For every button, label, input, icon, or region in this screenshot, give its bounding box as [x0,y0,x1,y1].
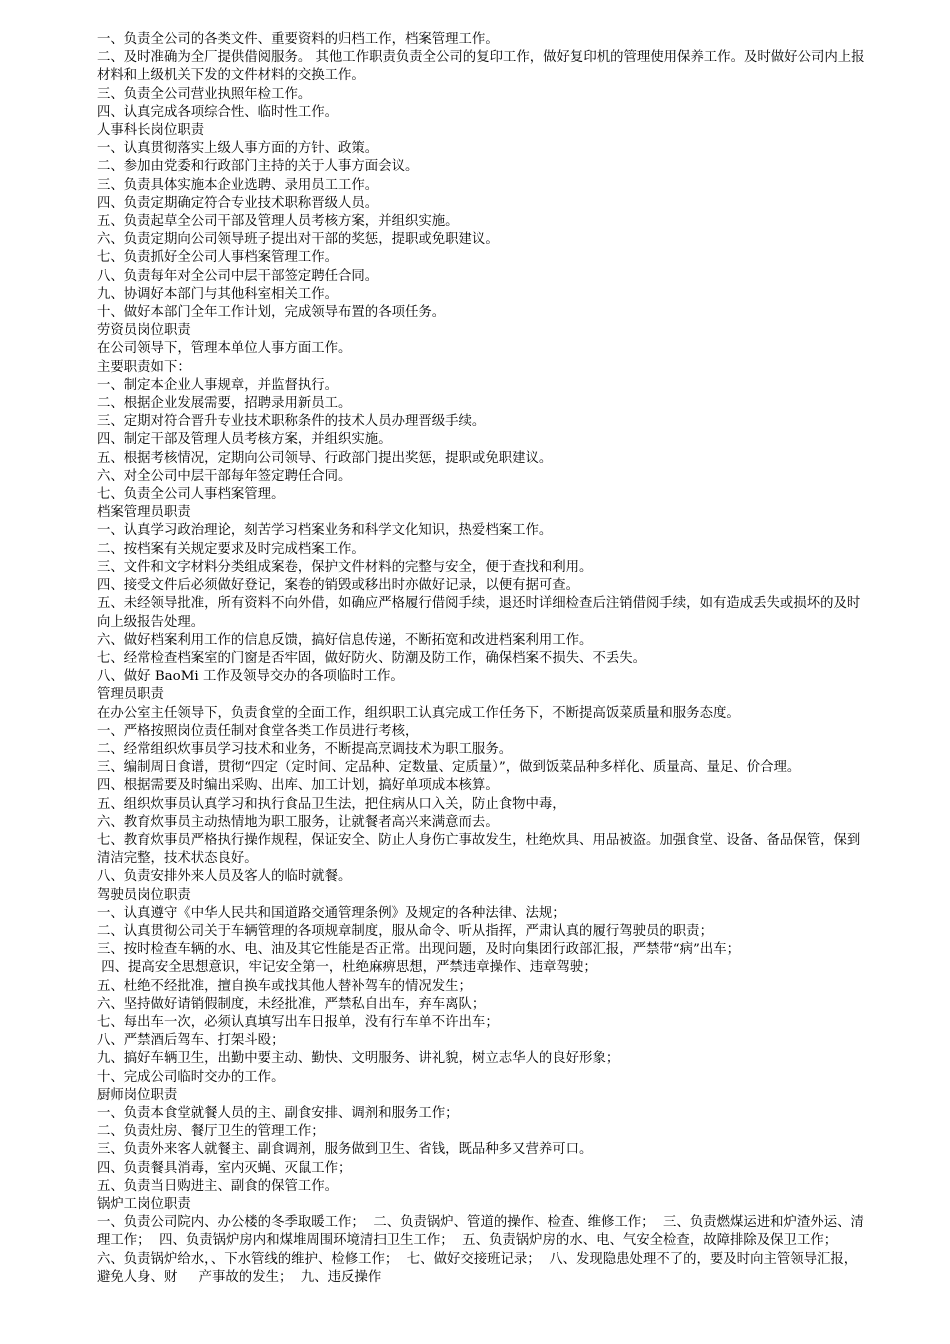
text-line: 四、根据需要及时编出采购、出库、加工计划，搞好单项成本核算。 [97,778,499,794]
text-line: 五、负责起草全公司干部及管理人员考核方案，并组织实施。 [97,214,459,230]
text-line: 七、负责抓好全公司人事档案管理工作。 [97,250,339,266]
text-line: 三、编制周日食谱，贯彻“四定（定时间、定品种、定数量、定质量）”，做到饭菜品种多样化、质量高、量足、价合理。 [97,760,801,776]
text-line: 八、严禁酒后驾车、打架斗殴； [97,1033,285,1049]
text-line: 四、负责餐具消毒，室内灭蝇、灭鼠工作； [97,1160,352,1176]
text-line: 驾驶员岗位职责 [97,887,191,903]
text-line: 锅炉工岗位职责 [97,1197,191,1212]
text-line: 六、对全公司中层干部每年签定聘任合同。 [97,468,352,484]
text-line: 一、负责本食堂就餐人员的主、副食安排、调剂和服务工作； [97,1105,459,1121]
text-line: 四、负责定期确定符合专业技术职称晋级人员。 [97,195,379,211]
text-line: 一、严格按照岗位责任制对食堂各类工作员进行考核， [97,723,419,739]
text-line: 四、认真完成各项综合性、临时性工作。 [97,104,339,120]
text-line: 人事科长岗位职责 [97,123,205,139]
text-line: 四、制定干部及管理人员考核方案，并组织实施。 [97,432,392,448]
text-line: 在办公室主任领导下，负责食堂的全面工作，组织职工认真完成工作任务下，不断提高饭菜质量和服务态度。 [97,705,740,721]
text-line: 八、做好 BaoMi 工作及领导交办的各项临时工作。 [97,669,404,685]
text-line: 一、负责全公司的各类文件、重要资料的归档工作，档案管理工作。 [97,32,499,47]
text-line: 二、认真贯彻公司关于车辆管理的各项规章制度，服从命令、听从指挥，严肃认真的履行驾驶员的职责； [97,923,713,939]
text-line: 劳资员岗位职责 [97,323,191,339]
text-line: 五、组织炊事员认真学习和执行食品卫生法，把住病从口入关，防止食物中毒， [97,796,566,812]
text-line: 六、坚持做好请销假制度，未经批准，严禁私自出车，弃车离队； [97,996,486,1012]
text-line: 九、协调好本部门与其他科室相关工作。 [97,286,339,302]
text-line: 二、参加由党委和行政部门主持的关于人事方面会议。 [97,159,419,175]
text-line: 七、负责全公司人事档案管理。 [97,487,285,503]
text-line: 九、搞好车辆卫生，出勤中要主动、勤快、文明服务、讲礼貌，树立志华人的良好形象； [97,1051,620,1067]
text-line: 三、负责具体实施本企业选聘、录用员工工作。 [97,177,379,193]
text-line: 四、接受文件后必须做好登记，案卷的销毁或移出时亦做好记录，以便有据可查。 [97,578,580,594]
text-line: 六、做好档案利用工作的信息反馈，搞好信息传递，不断拓宽和改进档案利用工作。 [97,632,593,648]
text-line: 五、根据考核情况，定期向公司领导、行政部门提出奖惩，提职或免职建议。 [97,450,553,466]
text-line: 管理员职责 [97,687,164,703]
document-body [97,31,869,1287]
text-line: 一、负责公司院内、办公楼的冬季取暖工作； 二、负责锅炉、管道的操作、检查、维修工作； 三、负责燃煤运进和炉渣外运、清理工作； 四、负责锅炉房内和煤堆周围环境清扫卫生工作； 五、负责锅炉房的水、电、气安全检查，故障排除及保卫工作； 六、负责锅炉给水，、下水管线的维护、检修工作； 七、做好交接班记录； 八、发现隐患处理不了的，要及时向主管领导汇报，避免人身、财 产事故的发生； 九、违反操作 [97,1215,864,1285]
text-line: 一、制定本企业人事规章，并监督执行。 [97,377,339,393]
text-line: 三、文件和文字材料分类组成案卷，保护文件材料的完整与安全，便于查找和利用。 [97,559,593,575]
text-line: 一、认真贯彻落实上级人事方面的方针、政策。 [97,141,379,157]
text-line: 六、负责定期向公司领导班子提出对干部的奖惩，提职或免职建议。 [97,232,499,248]
text-line: 三、定期对符合晋升专业技术职称条件的技术人员办理晋级手续。 [97,414,486,430]
text-line: 二、经常组织炊事员学习技术和业务，不断提高烹调技术为职工服务。 [97,741,513,757]
text-line: 三、按时检查车辆的水、电、油及其它性能是否正常。出现问题，及时向集团行政部汇报，严禁带“病”出车； [97,942,741,958]
text-line: 三、负责全公司营业执照年检工作。 [97,86,312,102]
text-line: 六、教育炊事员主动热情地为职工服务，让就餐者高兴来满意而去。 [97,814,499,830]
text-line: 四、提高安全思想意识，牢记安全第一，杜绝麻痹思想，严禁违章操作、违章驾驶； [97,960,597,976]
text-line: 七、每出车一次，必须认真填写出车日报单，没有行车单不许出车； [97,1014,499,1030]
text-line: 五、负责当日购进主、副食的保管工作。 [97,1178,339,1194]
text-line: 八、负责安排外来人员及客人的临时就餐。 [97,869,352,885]
text-line: 一、认真学习政治理论，刻苦学习档案业务和科学文化知识，热爱档案工作。 [97,523,553,539]
text-line: 七、教育炊事员严格执行操作规程，保证安全、防止人身伤亡事故发生，杜绝炊具、用品被盗。加强食堂、设备、备品保管，保到清洁完整，技术状态良好。 [97,832,861,867]
text-line: 十、完成公司临时交办的工作。 [97,1069,285,1085]
text-line: 二、根据企业发展需要，招聘录用新员工。 [97,396,352,412]
text-line: 五、未经领导批准，所有资料不向外借，如确应严格履行借阅手续，退还时详细检查后注销借阅手续，如有造成丢失或损坏的及时向上级报告处理。 [97,596,861,630]
text-line: 八、负责每年对全公司中层干部签定聘任合同。 [97,268,379,284]
text-line: 二、及时准确为全厂提供借阅服务。 其他工作职责负责全公司的复印工作，做好复印机的管理使用保养工作。及时做好公司内上报材料和上级机关下发的文件材料的交换工作。 [97,50,865,84]
text-line: 厨师岗位职责 [97,1087,178,1103]
text-line: 二、负责灶房、餐厅卫生的管理工作； [97,1124,325,1140]
text-line: 二、按档案有关规定要求及时完成档案工作。 [97,541,365,557]
text-line: 一、认真遵守《中华人民共和国道路交通管理条例》及规定的各种法律、法规； [97,905,566,921]
text-line: 主要职责如下： [97,359,191,375]
text-line: 七、经常检查档案室的门窗是否牢固，做好防火、防潮及防工作，确保档案不损失、不丢失。 [97,650,647,666]
text-line: 五、杜绝不经批准，擅自换车或找其他人替补驾车的情况发生； [97,978,472,994]
text-line: 三、负责外来客人就餐主、副食调剂，服务做到卫生、省钱，既品种多又营养可口。 [97,1142,593,1158]
text-line: 档案管理员职责 [97,505,191,521]
text-line: 在公司领导下，管理本单位人事方面工作。 [97,341,352,357]
text-line: 十、做好本部门全年工作计划，完成领导布置的各项任务。 [97,305,446,321]
